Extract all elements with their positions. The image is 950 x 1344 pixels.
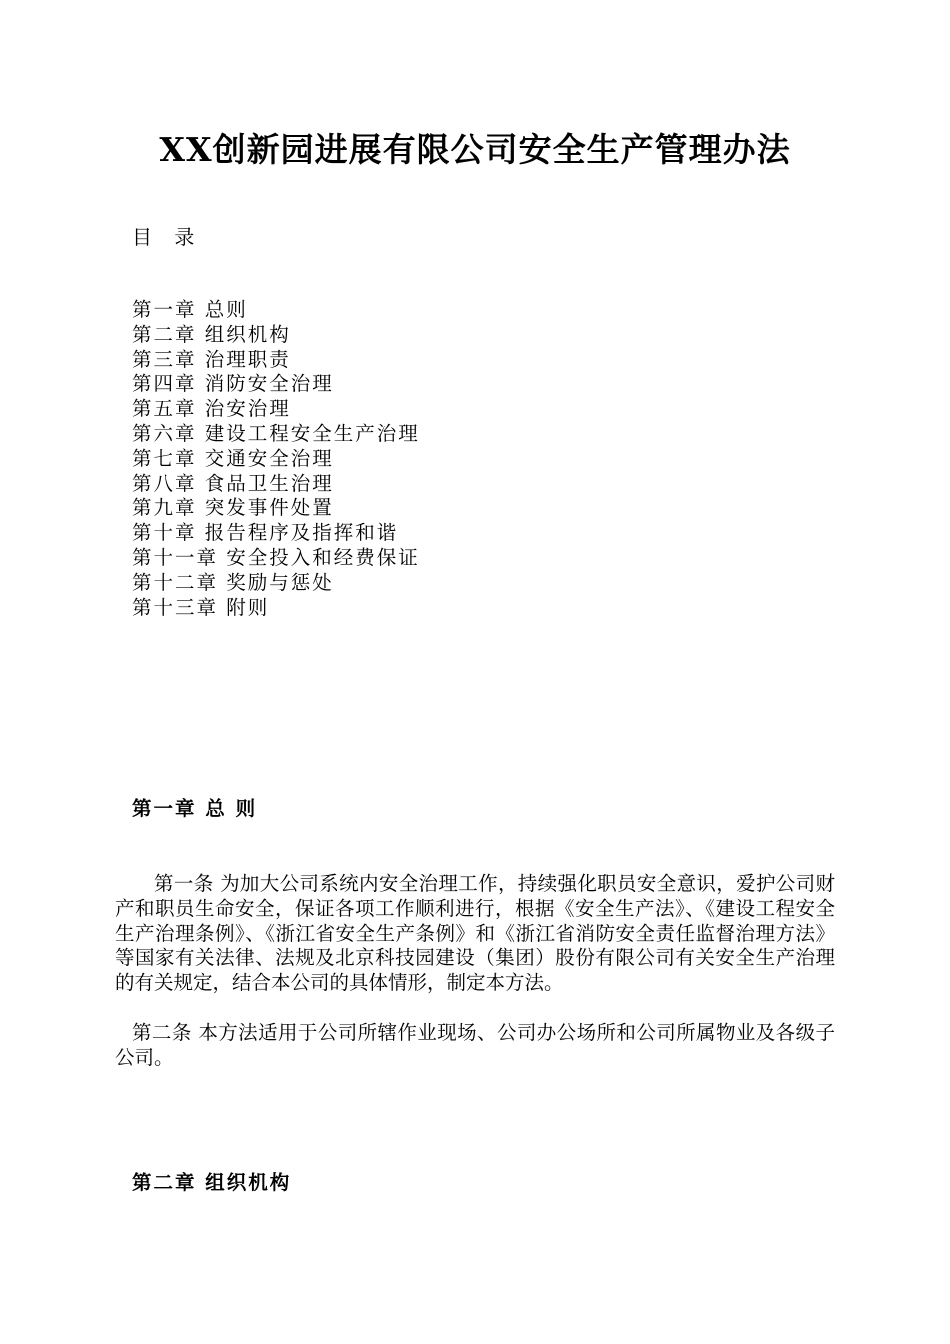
toc-item: 第八章 食品卫生治理 [132, 471, 334, 495]
toc-item: 第十章 报告程序及指挥和谐 [132, 521, 399, 545]
chapter-2-heading: 第二章 组织机构 [132, 1171, 292, 1194]
toc-heading: 目 录 [132, 225, 203, 249]
toc-item: 第七章 交通安全治理 [132, 446, 334, 470]
article-2: 第二条 本方法适用于公司所辖作业现场、公司办公场所和公司所属物业及各级子公司。 [115, 1021, 835, 1069]
toc-item: 第五章 治安治理 [132, 397, 291, 421]
document-title: XX创新园进展有限公司安全生产管理办法 [159, 130, 791, 169]
toc-item: 第十二章 奖励与惩处 [132, 570, 334, 594]
toc-item: 第十一章 安全投入和经费保证 [132, 545, 420, 569]
toc-item: 第六章 建设工程安全生产治理 [132, 421, 420, 445]
toc-item: 第三章 治理职责 [132, 347, 291, 371]
article-1: 第一条 为加大公司系统内安全治理工作，持续强化职员安全意识，爱护公司财产和职员生命安全，保证各项工作顺利进行，根据《安全生产法》、《建设工程安全生产治理条例》、《浙江省安全生产条例》和《浙江省消防安全责任监督治理方法》等国家有关法律、法规及北京科技园建设（集团）股份有限公司有关安全生产治理的有关规定，结合本公司的具体情形，制定本方法。 [115, 872, 835, 995]
toc-item: 第十三章 附则 [132, 595, 270, 619]
toc-item: 第一章 总则 [132, 298, 248, 321]
toc-item: 第九章 突发事件处置 [132, 496, 334, 520]
toc-item: 第二章 组织机构 [132, 322, 291, 346]
chapter-1-heading: 第一章 总 则 [132, 797, 258, 820]
table-of-contents [132, 298, 420, 620]
toc-item: 第四章 消防安全治理 [132, 372, 334, 396]
